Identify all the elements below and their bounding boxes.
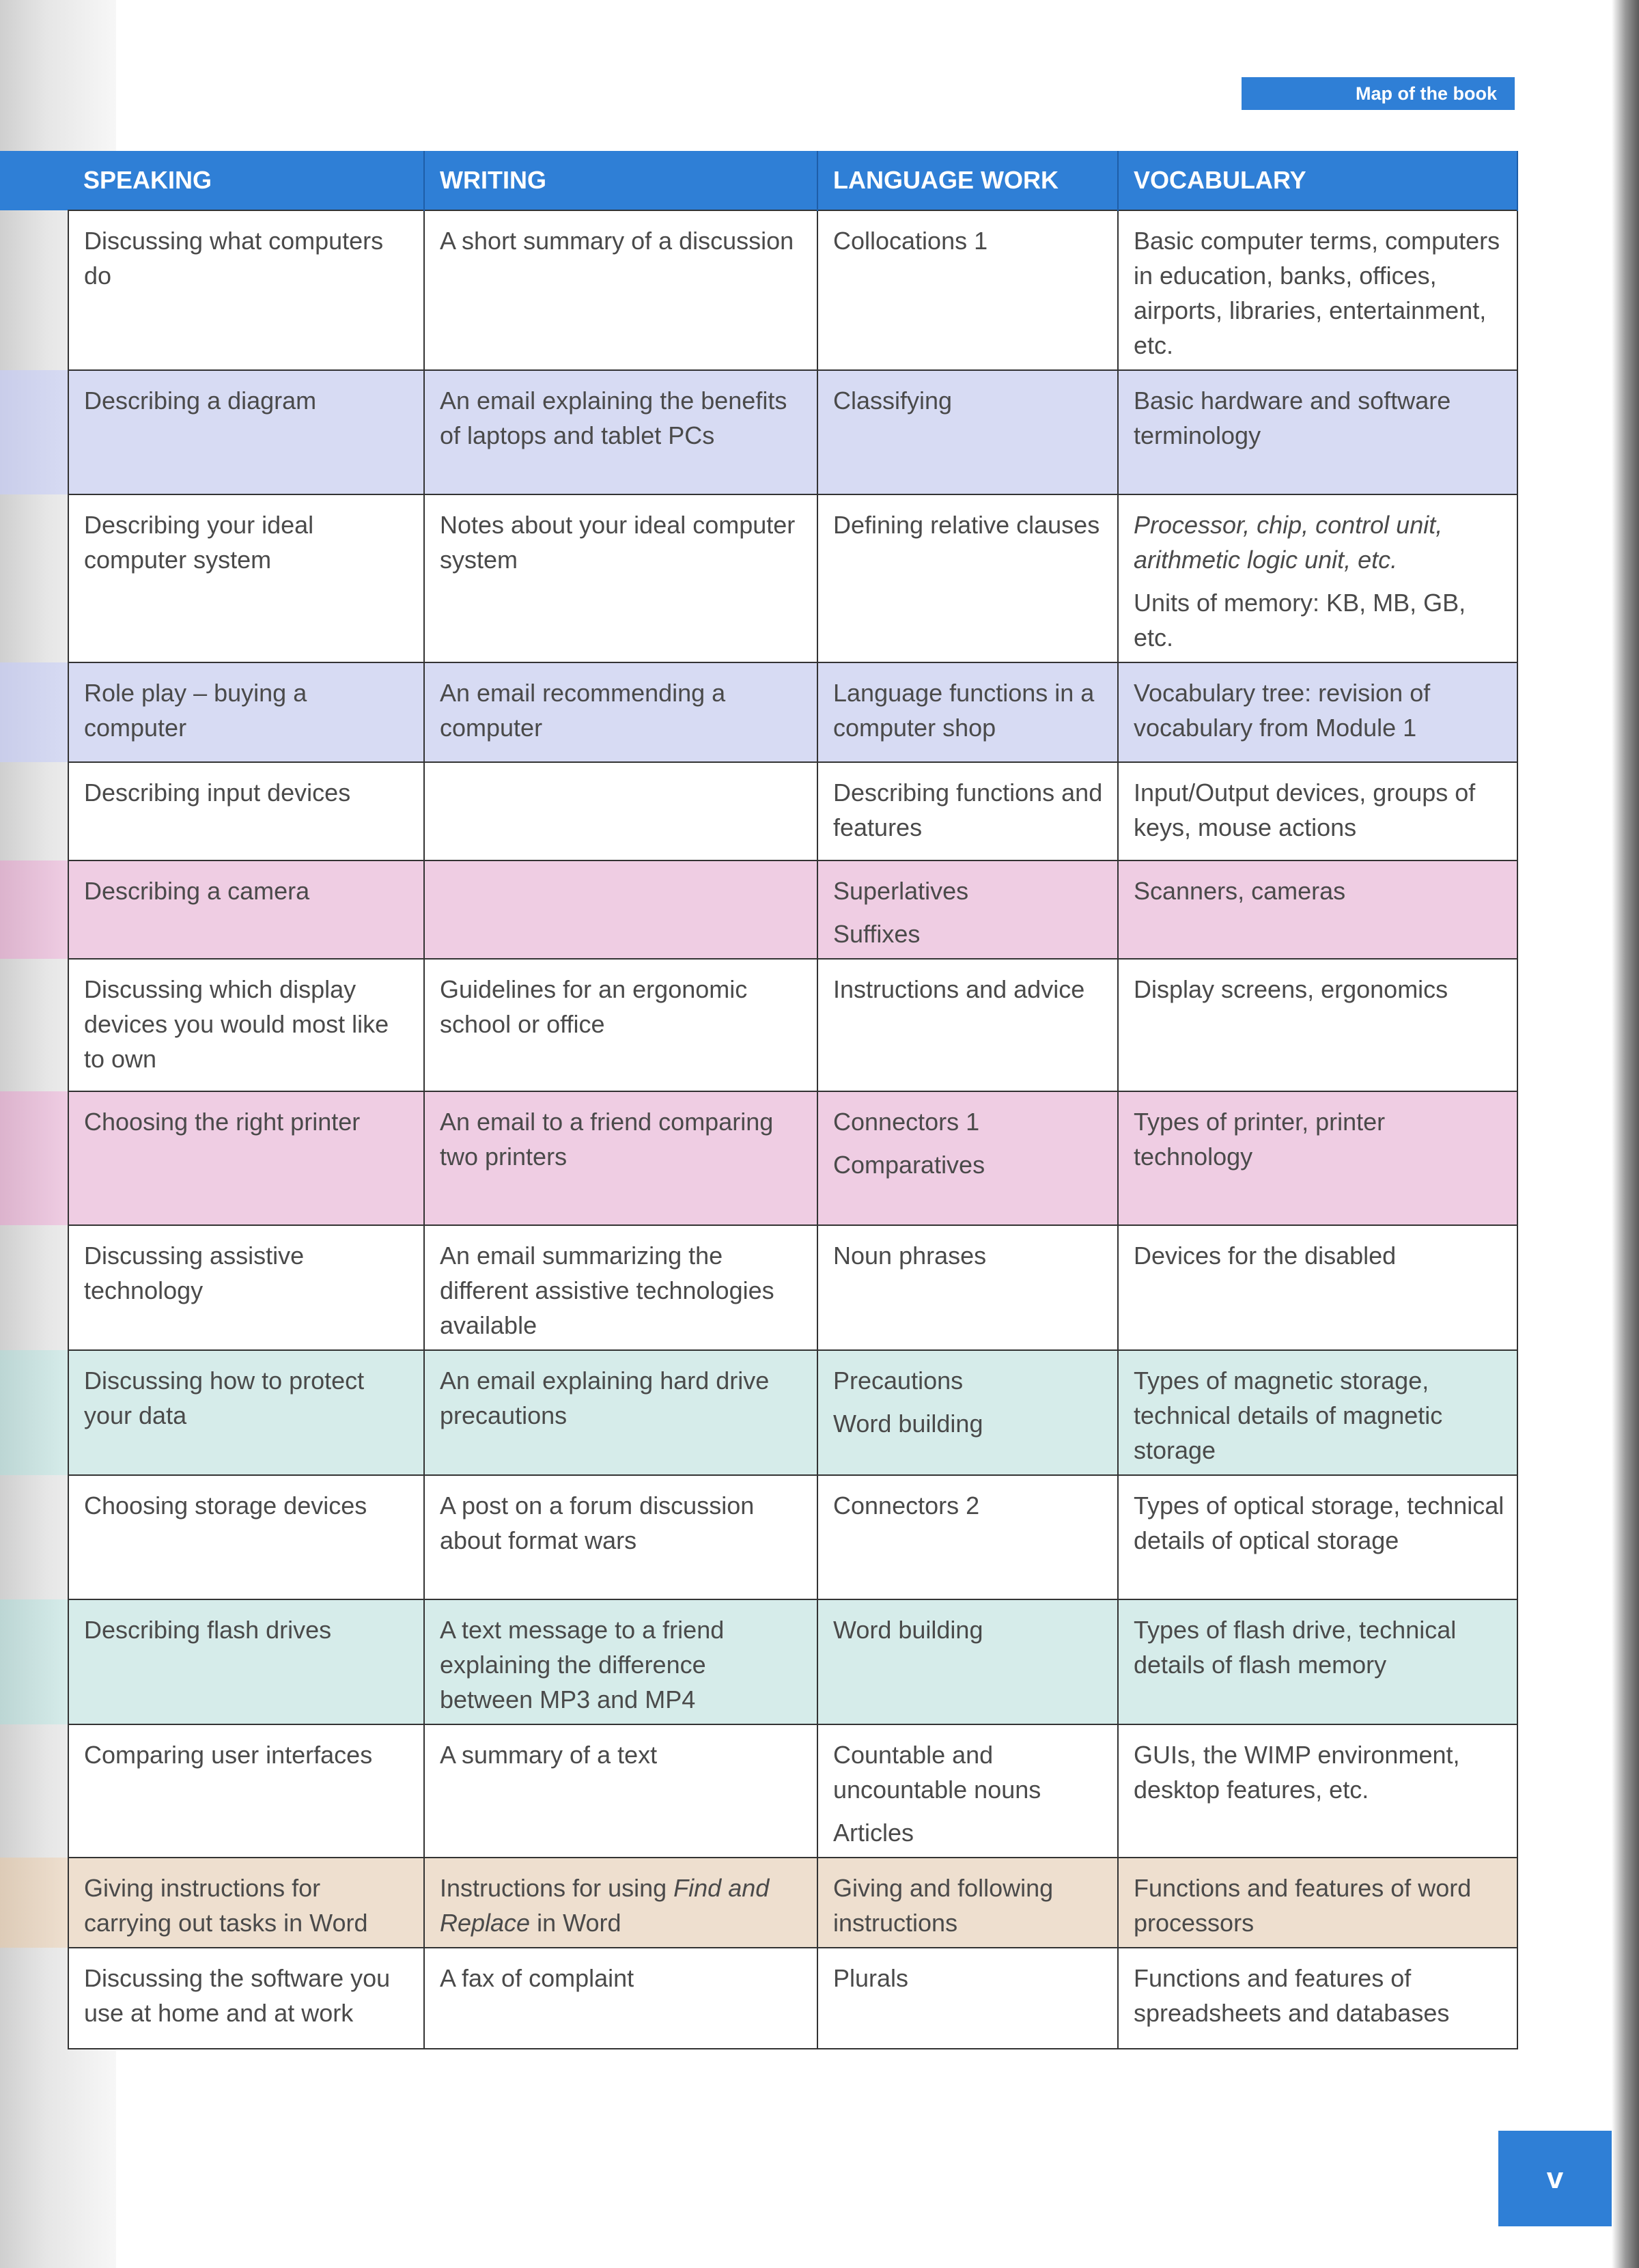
page-edge-shadow [1612,0,1639,2268]
vocabulary-cell [1118,860,1517,959]
language-item: Language functions in a computer shop [833,679,1095,742]
speaking-cell: Choosing the right printer [68,1091,424,1225]
vocabulary-item: Types of flash drive, technical details of flash memory [1134,1616,1457,1679]
language-item: Plurals [833,1964,909,1992]
speaking-cell: Giving instructions for carrying out tasks in Word [68,1858,424,1948]
writing-cell: An email summarizing the different assistive technologies available [424,1225,817,1350]
table-row [0,1724,1517,1858]
writing-cell [424,762,817,860]
vocabulary-cell [1118,1350,1517,1475]
speaking-cell: Discussing the software you use at home and at work [68,1948,424,2049]
vocabulary-item: Scanners, cameras [1134,877,1346,905]
row-margin [0,1599,68,1724]
table-row [0,210,1517,370]
writing-cell: Guidelines for an ergonomic school or office [424,959,817,1091]
language-cell [817,860,1118,959]
table-row [0,1948,1517,2049]
vocabulary-item: Devices for the disabled [1134,1242,1397,1270]
language-cell [817,959,1118,1091]
row-margin [0,662,68,762]
language-item: Superlatives [833,877,969,905]
speaking-cell: Describing a camera [68,860,424,959]
vocabulary-item: Basic computer terms, computers in education, banks, offices, airports, libraries, entertainment, etc. [1134,227,1500,359]
language-cell [817,1225,1118,1350]
language-item: Giving and following instructions [833,1874,1054,1937]
row-margin [0,210,68,370]
vocabulary-cell [1118,959,1517,1091]
writing-cell: An email explaining hard drive precautions [424,1350,817,1475]
writing-cell: A short summary of a discussion [424,210,817,370]
language-cell [817,1475,1118,1599]
language-item: Connectors 1 [833,1108,980,1136]
table-row [0,860,1517,959]
language-cell [817,662,1118,762]
page-number: v [1498,2131,1612,2226]
table-row [0,1091,1517,1225]
table-row [0,1475,1517,1599]
language-item: Countable and uncountable nouns [833,1741,1041,1804]
vocabulary-cell [1118,1091,1517,1225]
row-margin [0,1948,68,2049]
row-margin [0,762,68,860]
row-margin [0,1724,68,1858]
speaking-cell: Describing a diagram [68,370,424,494]
speaking-cell: Describing input devices [68,762,424,860]
vocabulary-cell [1118,1858,1517,1948]
speaking-cell: Discussing assistive technology [68,1225,424,1350]
writing-cell [424,1858,817,1948]
language-item: Word building [833,1616,983,1644]
table-row [0,1599,1517,1724]
language-item: Word building [833,1410,983,1438]
vocabulary-cell [1118,662,1517,762]
speaking-cell: Comparing user interfaces [68,1724,424,1858]
row-margin [0,1091,68,1225]
writing-cell: An email recommending a computer [424,662,817,762]
writing-cell: An email explaining the benefits of laptops and tablet PCs [424,370,817,494]
header-margin [0,151,68,210]
table-row [0,662,1517,762]
vocabulary-item: Input/Output devices, groups of keys, mouse actions [1134,779,1476,841]
language-cell [817,1948,1118,2049]
vocabulary-item: Processor, chip, control unit, arithmetic logic unit, etc. [1134,511,1443,574]
column-header-vocabulary: VOCABULARY [1118,151,1517,210]
row-margin [0,860,68,959]
vocabulary-cell [1118,1599,1517,1724]
language-item: Comparatives [833,1151,985,1179]
speaking-cell: Describing your ideal computer system [68,494,424,662]
row-margin [0,494,68,662]
row-margin [0,1475,68,1599]
speaking-cell: Discussing what computers do [68,210,424,370]
language-cell [817,1599,1118,1724]
vocabulary-cell [1118,1225,1517,1350]
speaking-cell: Discussing which display devices you would most like to own [68,959,424,1091]
vocabulary-cell [1118,210,1517,370]
row-margin [0,1350,68,1475]
table-row [0,494,1517,662]
table-row [0,370,1517,494]
vocabulary-cell [1118,494,1517,662]
vocabulary-cell [1118,370,1517,494]
vocabulary-item: Functions and features of word processors [1134,1874,1472,1937]
language-cell [817,1091,1118,1225]
language-item: Collocations 1 [833,227,988,255]
language-item: Classifying [833,387,953,415]
table-header-row [0,151,1517,210]
writing-cell: An email to a friend comparing two printers [424,1091,817,1225]
vocabulary-item: Types of printer, printer technology [1134,1108,1386,1171]
writing-text-end: in Word [530,1909,621,1937]
language-cell [817,1858,1118,1948]
table-row [0,1225,1517,1350]
vocabulary-cell [1118,1724,1517,1858]
row-margin [0,1858,68,1948]
column-header-language-work: LANGUAGE WORK [817,151,1118,210]
row-margin [0,1225,68,1350]
table-row [0,1350,1517,1475]
language-cell [817,1350,1118,1475]
table-row [0,762,1517,860]
row-margin [0,959,68,1091]
writing-cell: A fax of complaint [424,1948,817,2049]
language-cell [817,762,1118,860]
row-margin [0,370,68,494]
vocabulary-cell [1118,1475,1517,1599]
language-cell [817,494,1118,662]
language-item: Precautions [833,1367,964,1395]
writing-text-start: Instructions for using [440,1874,674,1902]
language-item: Suffixes [833,920,921,948]
language-cell [817,370,1118,494]
language-item: Defining relative clauses [833,511,1100,539]
speaking-cell: Describing flash drives [68,1599,424,1724]
writing-cell: A post on a forum discussion about format wars [424,1475,817,1599]
vocabulary-item: Basic hardware and software terminology [1134,387,1451,449]
vocabulary-item: Units of memory: KB, MB, GB, etc. [1134,589,1466,652]
writing-cell: Notes about your ideal computer system [424,494,817,662]
writing-cell: A summary of a text [424,1724,817,1858]
section-title-tab: Map of the book [1242,77,1515,110]
vocabulary-cell [1118,762,1517,860]
map-of-book-table [0,151,1518,2049]
speaking-cell: Discussing how to protect your data [68,1350,424,1475]
vocabulary-item: Types of magnetic storage, technical details of magnetic storage [1134,1367,1443,1464]
speaking-cell: Choosing storage devices [68,1475,424,1599]
vocabulary-cell [1118,1948,1517,2049]
column-header-writing: WRITING [424,151,817,210]
language-item: Articles [833,1819,914,1847]
column-header-speaking: SPEAKING [68,151,424,210]
table-row [0,1858,1517,1948]
table-row [0,959,1517,1091]
vocabulary-item: Vocabulary tree: revision of vocabulary from Module 1 [1134,679,1431,742]
vocabulary-item: Display screens, ergonomics [1134,975,1448,1003]
writing-cell [424,860,817,959]
writing-cell: A text message to a friend explaining the difference between MP3 and MP4 [424,1599,817,1724]
speaking-cell: Role play – buying a computer [68,662,424,762]
language-item: Instructions and advice [833,975,1085,1003]
language-cell [817,210,1118,370]
vocabulary-item: GUIs, the WIMP environment, desktop features, etc. [1134,1741,1460,1804]
vocabulary-item: Types of optical storage, technical details of optical storage [1134,1492,1504,1554]
language-cell [817,1724,1118,1858]
vocabulary-item: Functions and features of spreadsheets and databases [1134,1964,1450,2027]
writing-text-italic: Find and Replace [440,1874,770,1937]
language-item: Connectors 2 [833,1492,980,1520]
language-item: Noun phrases [833,1242,987,1270]
language-item: Describing functions and features [833,779,1103,841]
